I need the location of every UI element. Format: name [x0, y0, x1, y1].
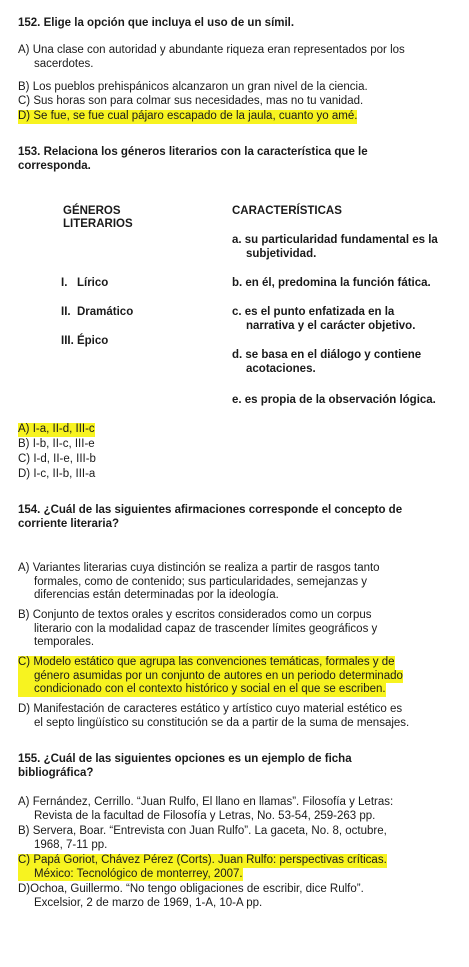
q154-option-c-highlighted[interactable]: C) Modelo estático que agrupa las convenciones temáticas, formales y de género asumidas por un conjunto de autores en un periodo determinado condicionado con el contexto histórico y social en el que se escriben.: [18, 656, 403, 695]
q153-option-c[interactable]: C) I-d, II-e, III-b: [18, 453, 96, 465]
question-155-title: 155. ¿Cuál de las siguientes opciones es un ejemplo de ficha bibliográfica?: [18, 753, 352, 779]
q152-option-d-highlighted[interactable]: D) Se fue, se fue cual pájaro escapado de la jaula, cuanto yo amé.: [18, 110, 358, 122]
question-152-title: 152. Elige la opción que incluya el uso de un símil.: [18, 17, 295, 29]
question-153-title: 153. Relaciona los géneros literarios con la característica que le corresponda.: [18, 146, 368, 172]
genero-lirico: I. Lírico: [61, 277, 109, 289]
q155-option-a[interactable]: A) Fernández, Cerrillo. “Juan Rulfo, El llano en llamas”. Filosofía y Letras: Revista de la facultad de Filosofía y Letras, No. 53-54, 259-263 pp.: [18, 796, 394, 822]
generos-header-l1: GÉNEROS: [63, 205, 121, 217]
q152-option-a-text: A) Una clase con autoridad y abundante riqueza eran representados por los: [18, 44, 405, 56]
q155-option-d[interactable]: D)Ochoa, Guillermo. “No tengo obligaciones de escribir, dice Rulfo”. Excelsior, 2 de marzo de 1969, 1-A, 10-A pp.: [18, 883, 364, 909]
caracteristica-e: e. es propia de la observación lógica.: [232, 394, 436, 406]
q152-option-c[interactable]: C) Sus horas son para colmar sus necesidades, mas no tu vanidad.: [18, 95, 364, 107]
caracteristica-a: a. su particularidad fundamental es la subjetividad.: [232, 234, 438, 260]
q154-option-b[interactable]: B) Conjunto de textos orales y escritos considerados como un corpus literario con la modalidad capaz de trascender límites geográficos y temporales.: [18, 609, 378, 648]
q152-option-a[interactable]: [18, 44, 405, 71]
genero-dramatico: II. Dramático: [61, 306, 134, 318]
q154-option-d[interactable]: D) Manifestación de caracteres estático y artístico cuyo material estético es el septo lingüístico su constitución se da a partir de la suma de mensajes.: [18, 703, 410, 729]
question-154-title: 154. ¿Cuál de las siguientes afirmaciones corresponde el concepto de corriente literaria?: [18, 504, 403, 530]
caracteristicas-header: CARACTERÍSTICAS: [232, 205, 342, 217]
q155-option-b[interactable]: B) Servera, Boar. “Entrevista con Juan Rulfo”. La gaceta, No. 8, octubre, 1968, 7-11 pp.: [18, 825, 387, 851]
genero-epico: III. Épico: [61, 335, 109, 347]
q155-option-c-highlighted[interactable]: C) Papá Goriot, Chávez Pérez (Corts). Juan Rulfo: perspectivas críticas. México: Tecnológico de monterrey, 2007.: [18, 854, 387, 880]
caracteristica-d: d. se basa en el diálogo y contiene acotaciones.: [232, 349, 422, 375]
caracteristica-b: b. en él, predomina la función fática.: [232, 277, 431, 289]
q152-option-a-cont: sacerdotes.: [34, 57, 94, 70]
q154-option-a[interactable]: A) Variantes literarias cuya distinción se realiza a partir de rasgos tanto formales, como de contenido; sus particularidades, semejanzas y diferencias están determinadas por la ideología.: [18, 562, 380, 601]
q153-option-d[interactable]: D) I-c, II-b, III-a: [18, 468, 96, 480]
q153-option-a-highlighted[interactable]: A) I-a, II-d, III-c: [18, 423, 95, 435]
q152-option-b[interactable]: B) Los pueblos prehispánicos alcanzaron un gran nivel de la ciencia.: [18, 81, 368, 93]
generos-header-l2: LITERARIOS: [63, 218, 133, 230]
q153-option-b[interactable]: B) I-b, II-c, III-e: [18, 438, 95, 450]
caracteristica-c: c. es el punto enfatizada en la narrativa y el carácter objetivo.: [232, 306, 416, 332]
